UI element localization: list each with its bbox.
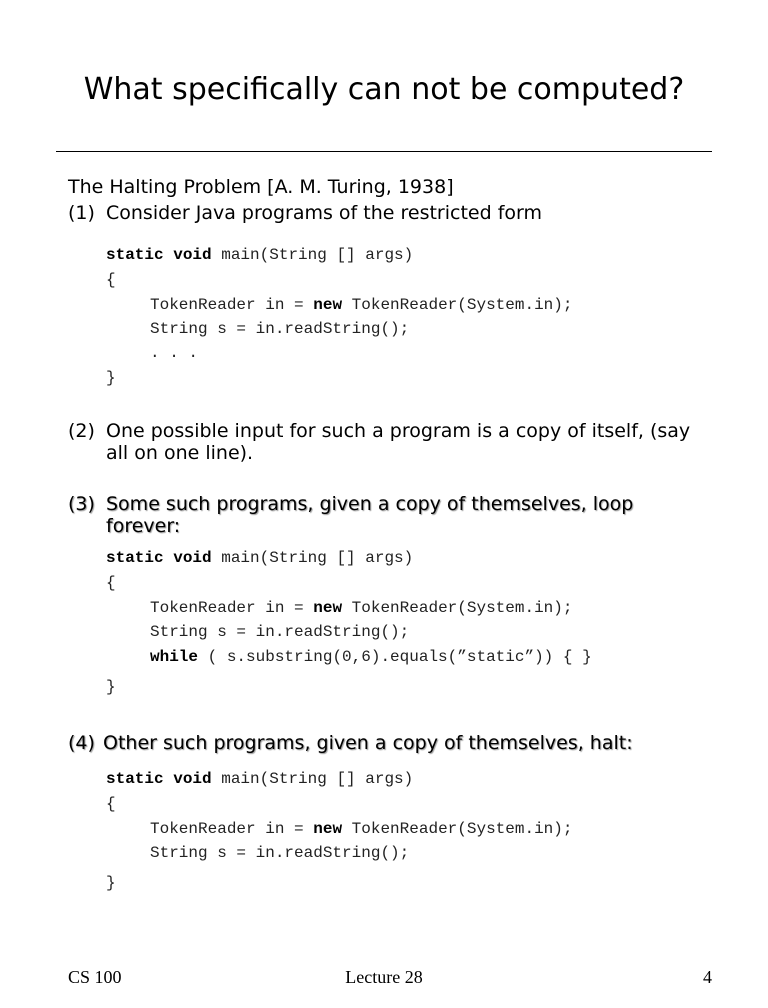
main-signature: main(String [] args) bbox=[211, 246, 414, 264]
item-1-text: Consider Java programs of the restricted form bbox=[106, 202, 543, 224]
item-1-number: (1) bbox=[68, 202, 95, 224]
keyword-new: new bbox=[313, 599, 343, 617]
keyword-void: void bbox=[173, 246, 212, 264]
reader-post: TokenReader(System.in); bbox=[342, 296, 573, 314]
footer-page-number: 4 bbox=[703, 967, 712, 987]
item-4-number: (4) bbox=[68, 732, 95, 754]
main-signature: main(String [] args) bbox=[211, 549, 414, 567]
item-2-number: (2) bbox=[68, 420, 95, 442]
code-2-open-brace: { bbox=[106, 574, 116, 592]
code-1-open-brace: { bbox=[106, 271, 116, 289]
code-1-line-1 bbox=[106, 245, 413, 265]
footer-course: CS 100 bbox=[68, 967, 122, 987]
reader-pre: TokenReader in = bbox=[150, 599, 314, 617]
keyword-static: static bbox=[106, 246, 164, 264]
slide-title: What specifically can not be computed? bbox=[83, 72, 685, 107]
keyword-void: void bbox=[173, 549, 212, 567]
code-3-open-brace: { bbox=[106, 795, 116, 813]
item-3-text-line-2: forever: bbox=[106, 515, 181, 537]
item-2-text-line-1: One possible input for such a program is a copy of itself, (say bbox=[106, 420, 691, 442]
code-3-line-1 bbox=[106, 769, 413, 789]
keyword-static: static bbox=[106, 770, 164, 788]
title-divider bbox=[56, 151, 712, 152]
item-3-text-line-1: Some such programs, given a copy of themselves, loop bbox=[106, 493, 634, 515]
keyword-new: new bbox=[313, 820, 343, 838]
keyword-new: new bbox=[313, 296, 343, 314]
code-1-line-4: String s = in.readString(); bbox=[150, 320, 410, 338]
reader-post: TokenReader(System.in); bbox=[342, 820, 573, 838]
reader-pre: TokenReader in = bbox=[150, 820, 314, 838]
reader-post: TokenReader(System.in); bbox=[342, 599, 573, 617]
item-4-text: Other such programs, given a copy of themselves, halt: bbox=[103, 732, 633, 754]
keyword-while: while bbox=[150, 648, 199, 666]
intro-text: The Halting Problem [A. M. Turing, 1938] bbox=[68, 176, 454, 198]
footer-lecture: Lecture 28 bbox=[345, 967, 423, 987]
while-condition: ( s.substring(0,6).equals(”static”)) { } bbox=[198, 648, 592, 666]
code-1-line-3 bbox=[150, 295, 572, 315]
code-2-line-3 bbox=[150, 598, 572, 618]
keyword-static: static bbox=[106, 549, 164, 567]
reader-pre: TokenReader in = bbox=[150, 296, 314, 314]
code-3-line-3 bbox=[150, 819, 572, 839]
code-3-line-4: String s = in.readString(); bbox=[150, 844, 410, 862]
code-3-close-brace: } bbox=[106, 874, 116, 892]
code-2-while-line bbox=[150, 647, 592, 667]
keyword-void: void bbox=[173, 770, 212, 788]
code-1-close-brace: } bbox=[106, 369, 116, 387]
code-2-close-brace: } bbox=[106, 678, 116, 696]
item-3-number: (3) bbox=[68, 493, 95, 515]
code-2-line-1 bbox=[106, 548, 413, 568]
code-1-ellipsis: . . . bbox=[150, 344, 199, 362]
code-2-line-4: String s = in.readString(); bbox=[150, 623, 410, 641]
item-2-text-line-2: all on one line). bbox=[106, 442, 254, 464]
main-signature: main(String [] args) bbox=[211, 770, 414, 788]
